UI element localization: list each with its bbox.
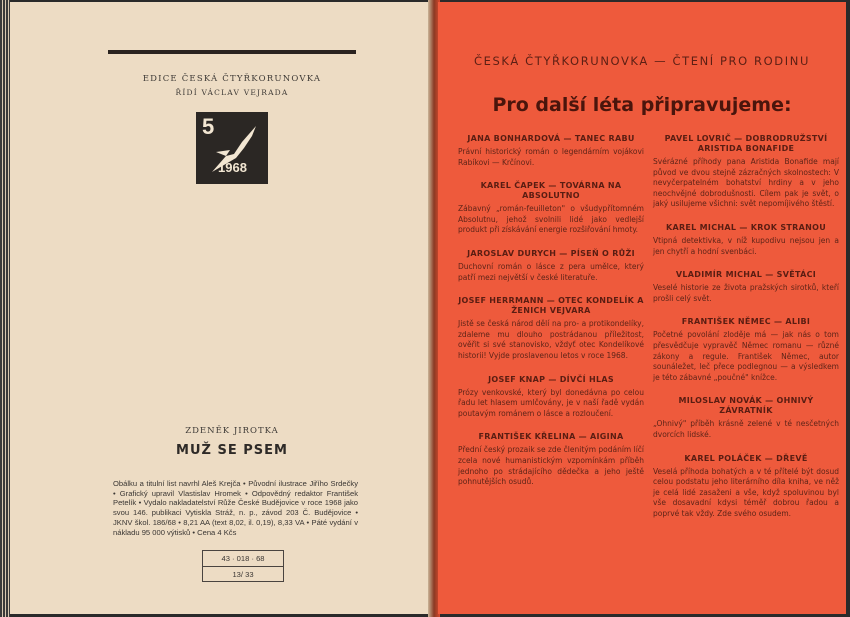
left-page [10, 2, 430, 614]
entry-title: JAROSLAV DURYCH — PÍSEŇ O RŮŽI [467, 248, 635, 258]
book-entry [653, 223, 839, 257]
entry-title: VLADIMÍR MICHAL — SVĚTÁCI [675, 270, 817, 280]
catalog-number: 13/ 33 [203, 566, 283, 582]
catalog-code: 43 · 018 · 68 [221, 554, 265, 563]
book-entry [653, 134, 839, 210]
author-name: ZDENĚK JIROTKA [185, 426, 279, 436]
seagull-logo [196, 112, 268, 184]
entry-text: Duchovní román o lásce z pera umělce, který patří mezi největší v české literatuře. [458, 261, 644, 282]
series-editor: ŘÍDÍ VÁCLAV VEJRADA [175, 88, 289, 97]
series-name: EDICE ČESKÁ ČTYŘKORUNOVKA [142, 74, 322, 84]
entry-text: „Ohnivý" příběh krásně zelené v té nesčetných dvorcích lidské. [653, 419, 839, 439]
entry-title: JANA BONHARDOVÁ — TANEC RABU [467, 134, 635, 143]
book-entry [458, 134, 644, 168]
book-entry [458, 249, 644, 283]
entry-title: PAVEL LOVRIČ — DOBRODRUŽSTVÍ ARISTIDA BONAFIDE [664, 134, 828, 153]
entry-text: Přední český prozaik se zde členitým podáním líčí zcela nové humanistickým vzpomínkám příběh jednoho po strádajícího dědečka a jeho ještě pohnutějších osudů. [458, 445, 644, 487]
right-column [653, 134, 839, 532]
entry-text: Právní historický román o legendárním vojákovi Rabíkovi — Krčínovi. [458, 147, 644, 167]
announcement-title: Pro další léta připravujeme: [492, 94, 792, 116]
entry-text: Vtipná detektivka, v níž kupodivu nejsou jen a jen chytří a hodní svenbáci. [653, 235, 839, 256]
book-entry [653, 317, 839, 383]
entry-title: KAREL MICHAL — KROK STRANOU [665, 222, 827, 232]
book-entry [458, 375, 644, 420]
book-entry [458, 296, 644, 361]
book-title: MUŽ SE PSEM [176, 443, 288, 458]
entry-title: MILOSLAV NOVÁK — OHNIVÝ ZÁVRATNÍK [678, 396, 814, 416]
left-column [458, 134, 644, 501]
entry-text: Početné povolání zloděje má — jak nás o tom přesvědčuje vypravěč Němec romanu — různé zákony a regule. František Němec, autor sounáležet, leč přece podlegnou — a výsledkem je této zábavné „poučné" knížce. [653, 330, 839, 382]
entry-title: KAREL ČAPEK — TOVÁRNA NA ABSOLUTNO [480, 181, 622, 201]
entry-text: Veselá příhoda bohatých a v té přítelé být dosud celou podstatu jeho literárního díla kniha, ve něž je celá lidé zasaženi a vše, když spoluvinou byl vše dosavadní kdysi téměř dobrou řadou a poprvé tak vždy. Zde svého osudem. [653, 466, 839, 518]
catalog-code-box [202, 550, 284, 582]
entry-text: Jistě se česká národ dělí na pro- a protikondelíky, zdaleme mu dlouho postrádanou příležitost, ověřit si své stanovisko, vždyť otec Kondelíkové historii! Vyjde proslavenou letos v roce 1968. [458, 319, 644, 360]
logo-number: 5 [202, 114, 215, 139]
entry-text: Prózy venkovské, který byl donedávna po celou řadu let hlasem umlčovány, je v naší řadě vydán poutavým románem o lásce a rozloučení. [458, 387, 644, 418]
entry-title: KAREL POLÁČEK — DŘEVĚ [684, 453, 808, 463]
book-entry [653, 454, 839, 520]
entry-text: Veselé historie ze života pražských sirotků, kteří prošli celý svět. [653, 283, 839, 303]
entry-text: Svérázné příhody pana Aristida Bonafide mají původ ve dvou stejně zázračných skolnostech: V nevyčerpatelném bohatství hrdiny a v jeho neochvějné dobrodušnosti. Cílem pak je svět, o jaký usilujeme všichni: svět nepomíjivého štěstí. [653, 157, 839, 209]
right-page [438, 2, 846, 614]
book-entry [458, 432, 644, 487]
book-entry [458, 181, 644, 236]
entry-title: FRANTIŠEK NĚMEC — ALIBI [681, 317, 811, 327]
top-rule [108, 50, 356, 54]
entry-title: FRANTIŠEK KŘELINA — AIGINA [478, 432, 624, 442]
logo-year: 1968 [218, 160, 247, 175]
colophon-text: Obálku a titulní list navrhl Aleš Krejča • Původní ilustrace Jiřího Srdečky • Grafický upravil Vlastislav Hromek • Odpovědný redaktor František Petelík • Vydalo nakladatelství Růže České Budějovice v roce 1968 jako svou 146. publikaci Vytiskla Stráž, n. p., závod 203 Č. Budějovice • JKNV škol. 186/68 • 8,21 AA (text 8,02, il. 0,19), 8,33 VA • Páté vydání v nákladu 95 000 výtisků • Cena 4 Kčs [113, 479, 358, 537]
entry-title: JOSEF HERRMANN — OTEC KONDELÍK A ŽENICH VEJVARA [458, 296, 644, 316]
page-stack-edge [0, 0, 10, 617]
entry-title: JOSEF KNAP — DÍVČÍ HLAS [488, 374, 614, 384]
book-entry [653, 396, 839, 440]
book-entry [653, 270, 839, 304]
entry-text: Zábavný „román-feuilleton" o všudypřítomném Absolutnu, jehož svolnili lidé jako vedlejší produkt při získávání energie rozšiřování hmoty. [458, 204, 644, 235]
series-header: ČESKÁ ČTYŘKORUNOVKA — ČTENÍ PRO RODINU [474, 54, 810, 68]
